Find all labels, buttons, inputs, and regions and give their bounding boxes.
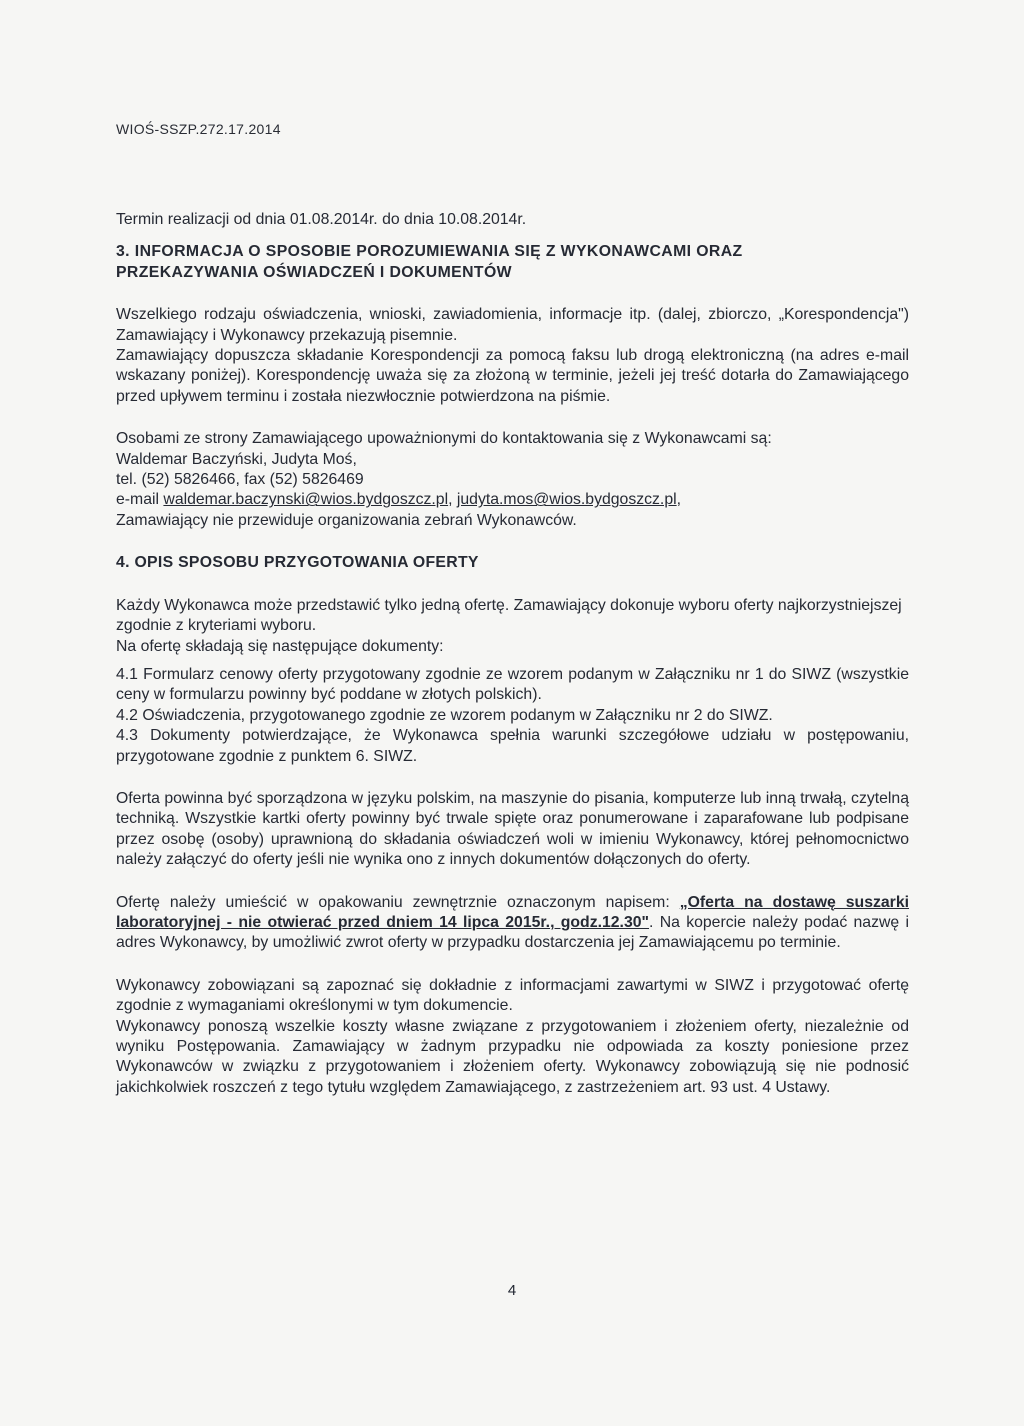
packaging-outro: . Na kopercie należy podać nazwę i adres Wykonawcy, by umożliwić zwrot oferty w przypadku dostarczenia jej Zamawiającemu po terminie.: [116, 913, 909, 952]
offer-format-paragraph: Oferta powinna być sporządzona w języku polskim, na maszynie do pisania, komputerze lub inną trwałą, czytelną techniką. Wszystkie kartki oferty powinny być trwale spięte oraz ponumerowane i zaparafowane lub podpisane przez osobę (osoby) uprawnioną do składania oświadczeń woli w imieniu Wykonawcy, której pełnomocnictwo należy załączyć do oferty jeśli nie wynika ono z innych dokumentów dołączonych do oferty.: [116, 789, 909, 869]
contact-email-line: [116, 490, 909, 510]
page-number: 4: [507, 1282, 517, 1299]
siwz-obligation-paragraph: Wykonawcy zobowiązani są zapoznać się dokładnie z informacjami zawartymi w SIWZ i przygotować ofertę zgodnie z wymaganiami określonymi w tym dokumencie.: [116, 976, 909, 1015]
email-prefix: e-mail: [116, 491, 164, 509]
section-3-heading: [116, 242, 909, 283]
section-4-paragraph-1: Każdy Wykonawca może przedstawić tylko jedną ofertę. Zamawiający dokonuje wyboru oferty najkorzystniejszej zgodnie z kryteriami wyboru.: [116, 596, 902, 635]
costs-paragraph: Wykonawcy ponoszą wszelkie koszty własne związane z przygotowaniem i złożeniem oferty, niezależnie od wyniku Postępowania. Zamawiający w żadnym przypadku nie odpowiada za koszty poniesione przez Wykonawców w związku z przygotowaniem i złożeniem oferty. Wykonawcy zobowiązują się nie podnosić jakichkolwiek roszczeń z tego tytułu względem Zamawiającego, z zastrzeżeniem art. 93 ust. 4 Ustawy.: [116, 1017, 909, 1096]
section-4-paragraph-2: Na ofertę składają się następujące dokumenty:: [116, 637, 444, 655]
document-item-4-1: 4.1 Formularz cenowy oferty przygotowany zgodnie ze wzorem podanym w Załączniku nr 1 do SIWZ (wszystkie ceny w formularzu powinny być poddane w złotych polskich).: [116, 665, 909, 704]
document-reference: WIOŚ-SSZP.272.17.2014: [116, 121, 281, 137]
contact-phone: tel. (52) 5826466, fax (52) 5826469: [116, 471, 364, 489]
document-item-4-2: 4.2 Oświadczenia, przygotowanego zgodnie ze wzorem podanym w Załączniku nr 2 do SIWZ.: [116, 706, 773, 724]
section-3-number: 3.: [116, 243, 130, 261]
realization-term: Termin realizacji od dnia 01.08.2014r. do dnia 10.08.2014r.: [116, 211, 527, 228]
packaging-label-text: „Oferta na dostawę suszarki laboratoryjnej - nie otwierać przed dniem 14 lipca 2015r., godz.12.30": [116, 893, 909, 931]
section-3-paragraph-2: Zamawiający dopuszcza składanie Korespondencji za pomocą faksu lub drogą elektroniczną (na adres e-mail wskazany poniżej). Korespondencję uważa się za złożoną w terminie, jeżeli jej treść dotarła do Zamawiającego przed upływem terminu i została niezwłocznie potwierdzona na piśmie.: [116, 347, 909, 405]
document-item-4-3: 4.3 Dokumenty potwierdzające, że Wykonawca spełnia warunki szczegółowe udziału w postępowaniu, przygotowane zgodnie z punktem 6. SIWZ.: [116, 727, 909, 765]
packaging-intro: Ofertę należy umieścić w opakowaniu zewnętrznie oznaczonym napisem:: [116, 893, 680, 911]
section-4-heading: 4. OPIS SPOSOBU PRZYGOTOWANIA OFERTY: [116, 554, 479, 572]
contact-intro: Osobami ze strony Zamawiającego upoważnionymi do kontaktowania się z Wykonawcami są:: [116, 430, 772, 448]
section-3-paragraph-1: Wszelkiego rodzaju oświadczenia, wnioski, zawiadomienia, informacje itp. (dalej, zbiorczo, „Korespondencja") Zamawiający i Wykonawcy przekazują pisemnie.: [116, 306, 909, 344]
contact-names: Waldemar Baczyński, Judyta Moś,: [116, 450, 357, 468]
email-separator: ,: [448, 491, 457, 509]
email-suffix: ,: [676, 491, 682, 509]
no-meetings-note: Zamawiający nie przewiduje organizowania zebrań Wykonawców.: [116, 511, 577, 529]
section-3-heading-line2: PRZEKAZYWANIA OŚWIADCZEŃ I DOKUMENTÓW: [116, 263, 512, 281]
section-3-heading-line1: INFORMACJA O SPOSOBIE POROZUMIEWANIA SIĘ Z WYKONAWCAMI ORAZ: [134, 243, 743, 261]
document-body: [116, 210, 909, 1098]
email-link-baczynski[interactable]: waldemar.baczynski@wios.bydgoszcz.pl: [163, 491, 449, 509]
email-link-mos[interactable]: judyta.mos@wios.bydgoszcz.pl: [456, 491, 677, 509]
offer-packaging-paragraph: [116, 893, 909, 954]
